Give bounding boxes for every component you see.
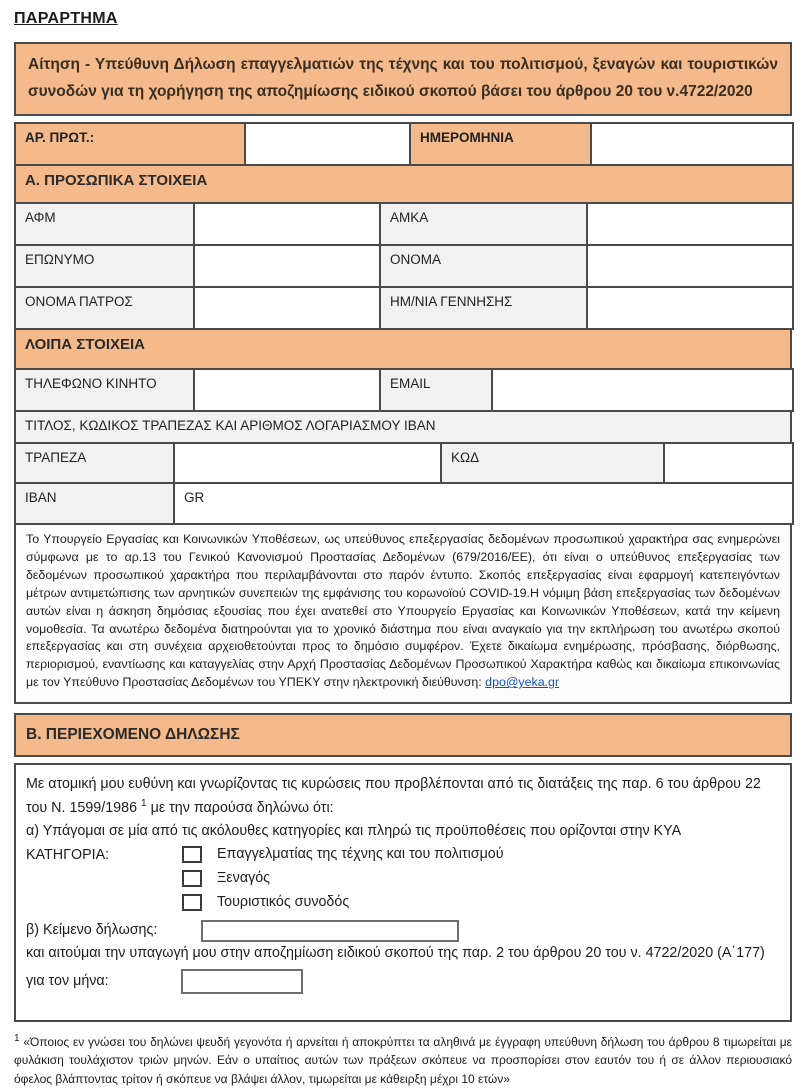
- birthdate-input[interactable]: [587, 287, 793, 329]
- footnote-ref-1: 1: [141, 798, 147, 810]
- footnote-text: «Όποιος εν γνώσει του δηλώνει ψευδή γεγονότα ή αρνείται ή αποκρύπτει τα αληθινά με έγγραφη υπεύθυνη δήλωση του άρθρου 8 τιμωρείται με φυλάκιση τουλάχιστον τριών μηνών. Εάν ο υπαίτιος αυτών των πράξεων σκόπευε να προσπορίσει στον εαυτόν του ή σε άλλον περιουσιακό όφελος βλάπτοντας τρίτον ή σκόπευε να βλάψει άλλον, τιμωρείται με κάθειρξη μέχρι 10 ετών»: [14, 1034, 792, 1087]
- month-row: [26, 969, 780, 994]
- surname-input[interactable]: [194, 245, 380, 287]
- declaration-item-b-row: [26, 919, 780, 942]
- loipa-header: ΛΟΙΠΑ ΣΤΟΙΧΕΙΑ: [15, 329, 791, 369]
- protocol-table: [14, 122, 794, 166]
- declaration-text-input[interactable]: [201, 920, 459, 942]
- amka-label: ΑΜΚΑ: [380, 203, 587, 245]
- mobile-phone-label: ΤΗΛΕΦΩΝΟ ΚΙΝΗΤΟ: [15, 369, 194, 411]
- iban-table: [14, 482, 794, 525]
- bank-table: [14, 442, 794, 484]
- category-option-tour-guide: [182, 868, 504, 888]
- category-checkbox-tour-escort[interactable]: [182, 894, 202, 911]
- category-option-art-culture: [182, 844, 504, 864]
- page-title: ΠΑΡΑΡΤΗΜΑ: [14, 10, 118, 27]
- section-a-table: [14, 164, 794, 330]
- declaration-item-a: α) Υπάγομαι σε μία από τις ακόλουθες κατηγορίες και πληρώ τις προϋποθέσεις που ορίζονται στην ΚΥΑ: [26, 823, 682, 840]
- dpo-email-link[interactable]: dpo@yeka.gr: [485, 675, 560, 690]
- iban-input[interactable]: [174, 483, 793, 524]
- month-label: για τον μήνα:: [26, 972, 109, 989]
- category-option-label: Επαγγελματίας της τέχνης και του πολιτισμού: [217, 845, 504, 862]
- category-label: ΚΑΤΗΓΟΡΙΑ:: [26, 847, 110, 864]
- category-option-label: Τουριστικός συνοδός: [217, 893, 350, 910]
- declaration-intro-tail: με την παρούσα δηλώνω ότι:: [150, 799, 334, 816]
- date-input[interactable]: [591, 123, 793, 165]
- email-label: EMAIL: [380, 369, 492, 411]
- month-input[interactable]: [181, 969, 303, 994]
- gdpr-notice: [15, 524, 791, 703]
- form-title-text: Αίτηση - Υπεύθυνη Δήλωση επαγγελματιών της τέχνης και του πολιτισμού, ξεναγών και τουριστικών συνοδών για τη χορήγηση της αποζημίωσης ειδικού σκοπού βάσει του άρθρου 20 του ν.4722/2020: [28, 56, 778, 100]
- contact-table: [14, 368, 794, 412]
- afm-input[interactable]: [194, 203, 380, 245]
- afm-label: ΑΦΜ: [15, 203, 194, 245]
- bank-code-input[interactable]: [664, 443, 793, 483]
- bank-code-label: ΚΩΔ: [441, 443, 664, 483]
- declaration-intro: [26, 773, 780, 820]
- father-name-label: ΟΝΟΜΑ ΠΑΤΡΟΣ: [15, 287, 194, 329]
- category-checkbox-art-culture[interactable]: [182, 846, 202, 863]
- bank-label: ΤΡΑΠΕΖΑ: [15, 443, 174, 483]
- footnote-marker: 1: [14, 1032, 20, 1044]
- bank-title-table: [14, 410, 792, 444]
- gdpr-table: [14, 523, 792, 704]
- section-a-header: Α. ΠΡΟΣΩΠΙΚΑ ΣΤΟΙΧΕΙΑ: [15, 165, 793, 203]
- category-option-label: Ξεναγός: [217, 869, 271, 886]
- amka-input[interactable]: [587, 203, 793, 245]
- birthdate-label: ΗΜ/ΝΙΑ ΓΕΝΝΗΣΗΣ: [380, 287, 587, 329]
- bank-section-title: ΤΙΤΛΟΣ, ΚΩΔΙΚΟΣ ΤΡΑΠΕΖΑΣ ΚΑΙ ΑΡΙΘΜΟΣ ΛΟΓΑΡΙΑΣΜΟΥ IBAN: [15, 411, 791, 443]
- iban-prefix: GR: [184, 490, 205, 506]
- date-label: ΗΜΕΡΟΜΗΝΙΑ: [410, 123, 591, 165]
- mobile-phone-input[interactable]: [194, 369, 380, 411]
- firstname-label: ΟΝΟΜΑ: [380, 245, 587, 287]
- protocol-number-input[interactable]: [245, 123, 410, 165]
- firstname-input[interactable]: [587, 245, 793, 287]
- father-name-input[interactable]: [194, 287, 380, 329]
- protocol-number-label: ΑΡ. ΠΡΩΤ.:: [15, 123, 245, 165]
- declaration-item-b-label: β) Κείμενο δήλωσης:: [26, 922, 158, 939]
- surname-label: ΕΠΩΝΥΜΟ: [15, 245, 194, 287]
- footnote: [14, 1031, 792, 1089]
- section-b-header: Β. ΠΕΡΙΕΧΟΜΕΝΟ ΔΗΛΩΣΗΣ: [14, 713, 792, 757]
- section-b-content: [14, 763, 792, 1022]
- form-title-banner: [14, 42, 792, 116]
- iban-label: IBAN: [15, 483, 174, 524]
- category-group: [26, 844, 780, 916]
- category-checkbox-tour-guide[interactable]: [182, 870, 202, 887]
- loipa-header-table: [14, 328, 792, 370]
- declaration-intro-text: Με ατομική μου ευθύνη και γνωρίζοντας τις κυρώσεις που προβλέπονται από τις διατάξεις της παρ. 6 του άρθρου 22 του Ν. 1599/1986: [26, 776, 761, 816]
- email-input[interactable]: [492, 369, 793, 411]
- request-text: και αιτούμαι την υπαγωγή μου στην αποζημίωση ειδικού σκοπού της παρ. 2 του άρθρου 20 του ν. 4722/2020 (Α΄177): [26, 945, 765, 962]
- gdpr-text: Το Υπουργείο Εργασίας και Κοινωνικών Υποθέσεων, ως υπεύθυνος επεξεργασίας δεδομένων προσωπικού χαρακτήρα σας ενημερώνει σύμφωνα με το αρ.13 του Γενικού Κανονισμού Προστασίας Δεδομένων (679/2016/ΕΕ), ότι είναι ο υπεύθυνος επεξεργασίας των δεδομένων προσωπικού χαρακτήρα που περιλαμβάνονται στο παρόν έντυπο. Σκοπός επεξεργασίας είναι εφαρμογή κατεπειγόντων μέτρων αντιμετώπισης των αρνητικών συνεπειών της εμφάνισης του κορωνοϊού COVID-19.Η νόμιμη βάση επεξεργασίας των δεδομένων αυτών είναι η άσκηση δημόσιας εξουσίας που έχει ανατεθεί στο Υπουργείο Εργασίας και Κοινωνικών Υποθέσεων, κατά την κείμενη νομοθεσία. Τα ανωτέρω δεδομένα διατηρούνται για το χρονικό διάστημα που είναι αναγκαίο για την εκπλήρωση του ανωτέρω σκοπού επεξεργασίας και στη συνέχεια αρχειοθετούνται προς το δημόσιο συμφέρον. Έχετε δικαίωμα ενημέρωσης, πρόσβασης, διόρθωσης, περιορισμού, εναντίωσης και καταγγελίας στην Αρχή Προστασίας Δεδομένων Προσωπικού Χαρακτήρα καθώς και δικαίωμα επικοινωνίας με τον Υπεύθυνο Προστασίας Δεδομένων του ΥΠΕΚΥ στην ηλεκτρονική διεύθυνση:: [26, 532, 780, 690]
- category-options: [182, 844, 504, 916]
- bank-input[interactable]: [174, 443, 441, 483]
- category-option-tour-escort: [182, 892, 504, 912]
